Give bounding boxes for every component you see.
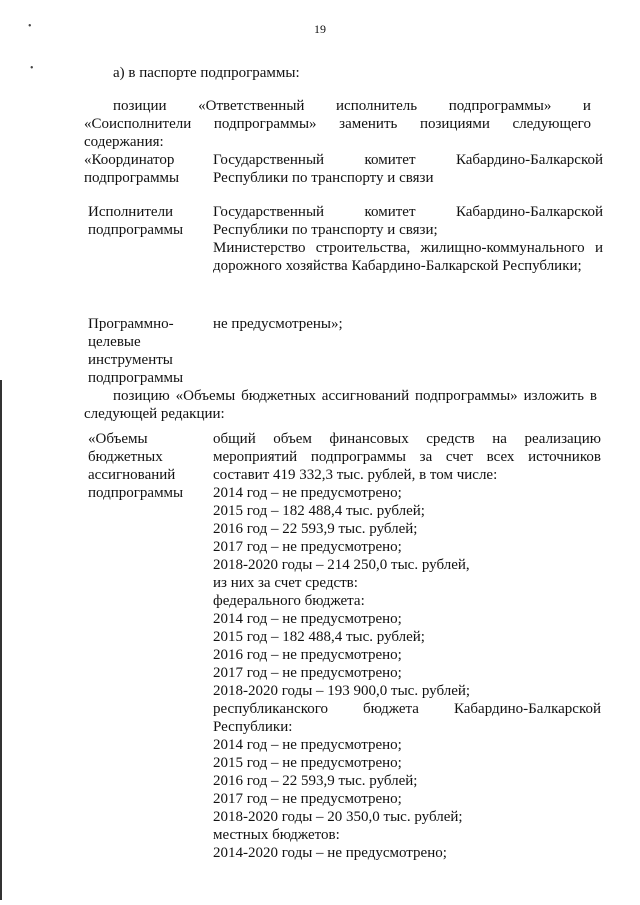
word: комитет	[364, 204, 416, 220]
text-line	[213, 239, 603, 257]
word: «Объемы	[175, 388, 236, 404]
text-line: 2018-2020 годы – 193 900,0 тыс. рублей;	[213, 683, 471, 699]
word: и	[594, 240, 603, 256]
word: республиканского	[213, 701, 328, 717]
word: на	[492, 431, 507, 447]
label-line: подпрограммы	[88, 370, 184, 386]
word: Государственный	[213, 152, 325, 168]
word: реализацию	[524, 431, 601, 447]
label-line: Программно-	[88, 316, 174, 332]
word: Кабардино-Балкарской	[455, 204, 603, 220]
word: общий	[213, 431, 256, 447]
text-line: не предусмотрены»;	[213, 316, 343, 332]
label-line: ассигнований	[88, 467, 176, 483]
instruments-label	[88, 315, 206, 387]
scan-dot: •	[30, 63, 34, 74]
word: счет	[445, 449, 473, 465]
word: позициями	[419, 116, 490, 132]
label-line: бюджетных	[88, 449, 163, 465]
label-line: Исполнители	[88, 204, 174, 220]
word: за	[419, 449, 433, 465]
word: следующего	[512, 116, 591, 132]
text-line: 2016 год – не предусмотрено;	[213, 647, 402, 663]
word: подпрограммы	[310, 449, 406, 465]
word: Кабардино-Балкарской	[455, 152, 603, 168]
text-line: 2015 год – не предусмотрено;	[213, 755, 402, 771]
word: исполнитель	[336, 98, 418, 114]
label-line: «Объемы	[88, 431, 148, 447]
word: объем	[273, 431, 312, 447]
word: всех	[486, 449, 515, 465]
coordinator-label	[84, 151, 202, 187]
word: Государственный	[213, 204, 325, 220]
word: в	[589, 388, 597, 404]
executors-label	[88, 203, 206, 239]
para1-line3: содержания:	[84, 134, 164, 150]
text-line: 2018-2020 годы – 214 250,0 тыс. рублей,	[213, 557, 470, 573]
word: подпрограммы»	[213, 116, 317, 132]
word: позицию	[113, 388, 170, 404]
word: бюджета	[363, 701, 419, 717]
word: средств	[426, 431, 475, 447]
word: позиции	[113, 98, 167, 114]
text-line	[213, 151, 603, 169]
text-line: 2017 год – не предусмотрено;	[213, 539, 402, 555]
word: подпрограммы»	[415, 388, 518, 404]
text-line: федерального бюджета:	[213, 593, 365, 609]
word: жилищно-коммунального	[420, 240, 585, 256]
word: подпрограммы»	[448, 98, 552, 114]
text-line: 2014-2020 годы – не предусмотрено;	[213, 845, 447, 861]
text-line	[213, 700, 601, 718]
page-number: 19	[314, 22, 326, 36]
word: источников	[528, 449, 601, 465]
coordinator-text	[213, 151, 603, 187]
text-line: 2014 год – не предусмотрено;	[213, 485, 402, 501]
label-line: подпрограммы	[84, 170, 180, 186]
word: заменить	[339, 116, 398, 132]
text-line: 2015 год – 182 488,4 тыс. рублей;	[213, 503, 425, 519]
text-line: 2018-2020 годы – 20 350,0 тыс. рублей;	[213, 809, 463, 825]
label-line: «Координатор	[84, 152, 175, 168]
instruments-text	[213, 315, 603, 333]
word: финансовых	[329, 431, 409, 447]
text-line: дорожного хозяйства Кабардино-Балкарской Республики;	[213, 258, 582, 274]
text-line: 2017 год – не предусмотрено;	[213, 665, 402, 681]
label-line: подпрограммы	[88, 222, 184, 238]
text-line: 2016 год – 22 593,9 тыс. рублей;	[213, 773, 418, 789]
text-line: составит 419 332,3 тыс. рублей, в том числе:	[213, 467, 498, 483]
text-line: из них за счет средств:	[213, 575, 358, 591]
label-line: целевые	[88, 334, 141, 350]
para1-line1	[113, 97, 591, 115]
word: изложить	[523, 388, 584, 404]
para2-line2: следующей редакции:	[84, 406, 225, 422]
text-line: 2014 год – не предусмотрено;	[213, 737, 402, 753]
text-line: Республики по транспорту и связи;	[213, 222, 438, 238]
para1-line2	[84, 115, 591, 133]
word: мероприятий	[213, 449, 298, 465]
word: «Соисполнители	[84, 116, 192, 132]
word: строительства,	[315, 240, 411, 256]
word: Министерство	[213, 240, 306, 256]
text-line	[213, 448, 601, 466]
text-line: 2017 год – не предусмотрено;	[213, 791, 402, 807]
word: ассигнований	[321, 388, 410, 404]
executors-text	[213, 203, 603, 275]
text-line: 2015 год – 182 488,4 тыс. рублей;	[213, 629, 425, 645]
word: бюджетных	[241, 388, 316, 404]
text-line	[213, 430, 601, 448]
label-line: инструменты	[88, 352, 173, 368]
text-line: 2014 год – не предусмотрено;	[213, 611, 402, 627]
scan-dot: •	[28, 21, 32, 32]
volumes-text	[213, 430, 601, 862]
intro-line: а) в паспорте подпрограммы:	[113, 65, 300, 81]
word: «Ответственный	[198, 98, 305, 114]
text-line: местных бюджетов:	[213, 827, 340, 843]
text-line: Республики по транспорту и связи	[213, 170, 434, 186]
text-line	[213, 203, 603, 221]
text-line: 2016 год – 22 593,9 тыс. рублей;	[213, 521, 418, 537]
text-line: Республики:	[213, 719, 293, 735]
scan-edge	[0, 380, 2, 900]
word: Кабардино-Балкарской	[453, 701, 601, 717]
word: комитет	[364, 152, 416, 168]
volumes-label	[88, 430, 206, 502]
label-line: подпрограммы	[88, 485, 184, 501]
word: и	[582, 98, 591, 114]
para2-line1	[113, 387, 597, 405]
